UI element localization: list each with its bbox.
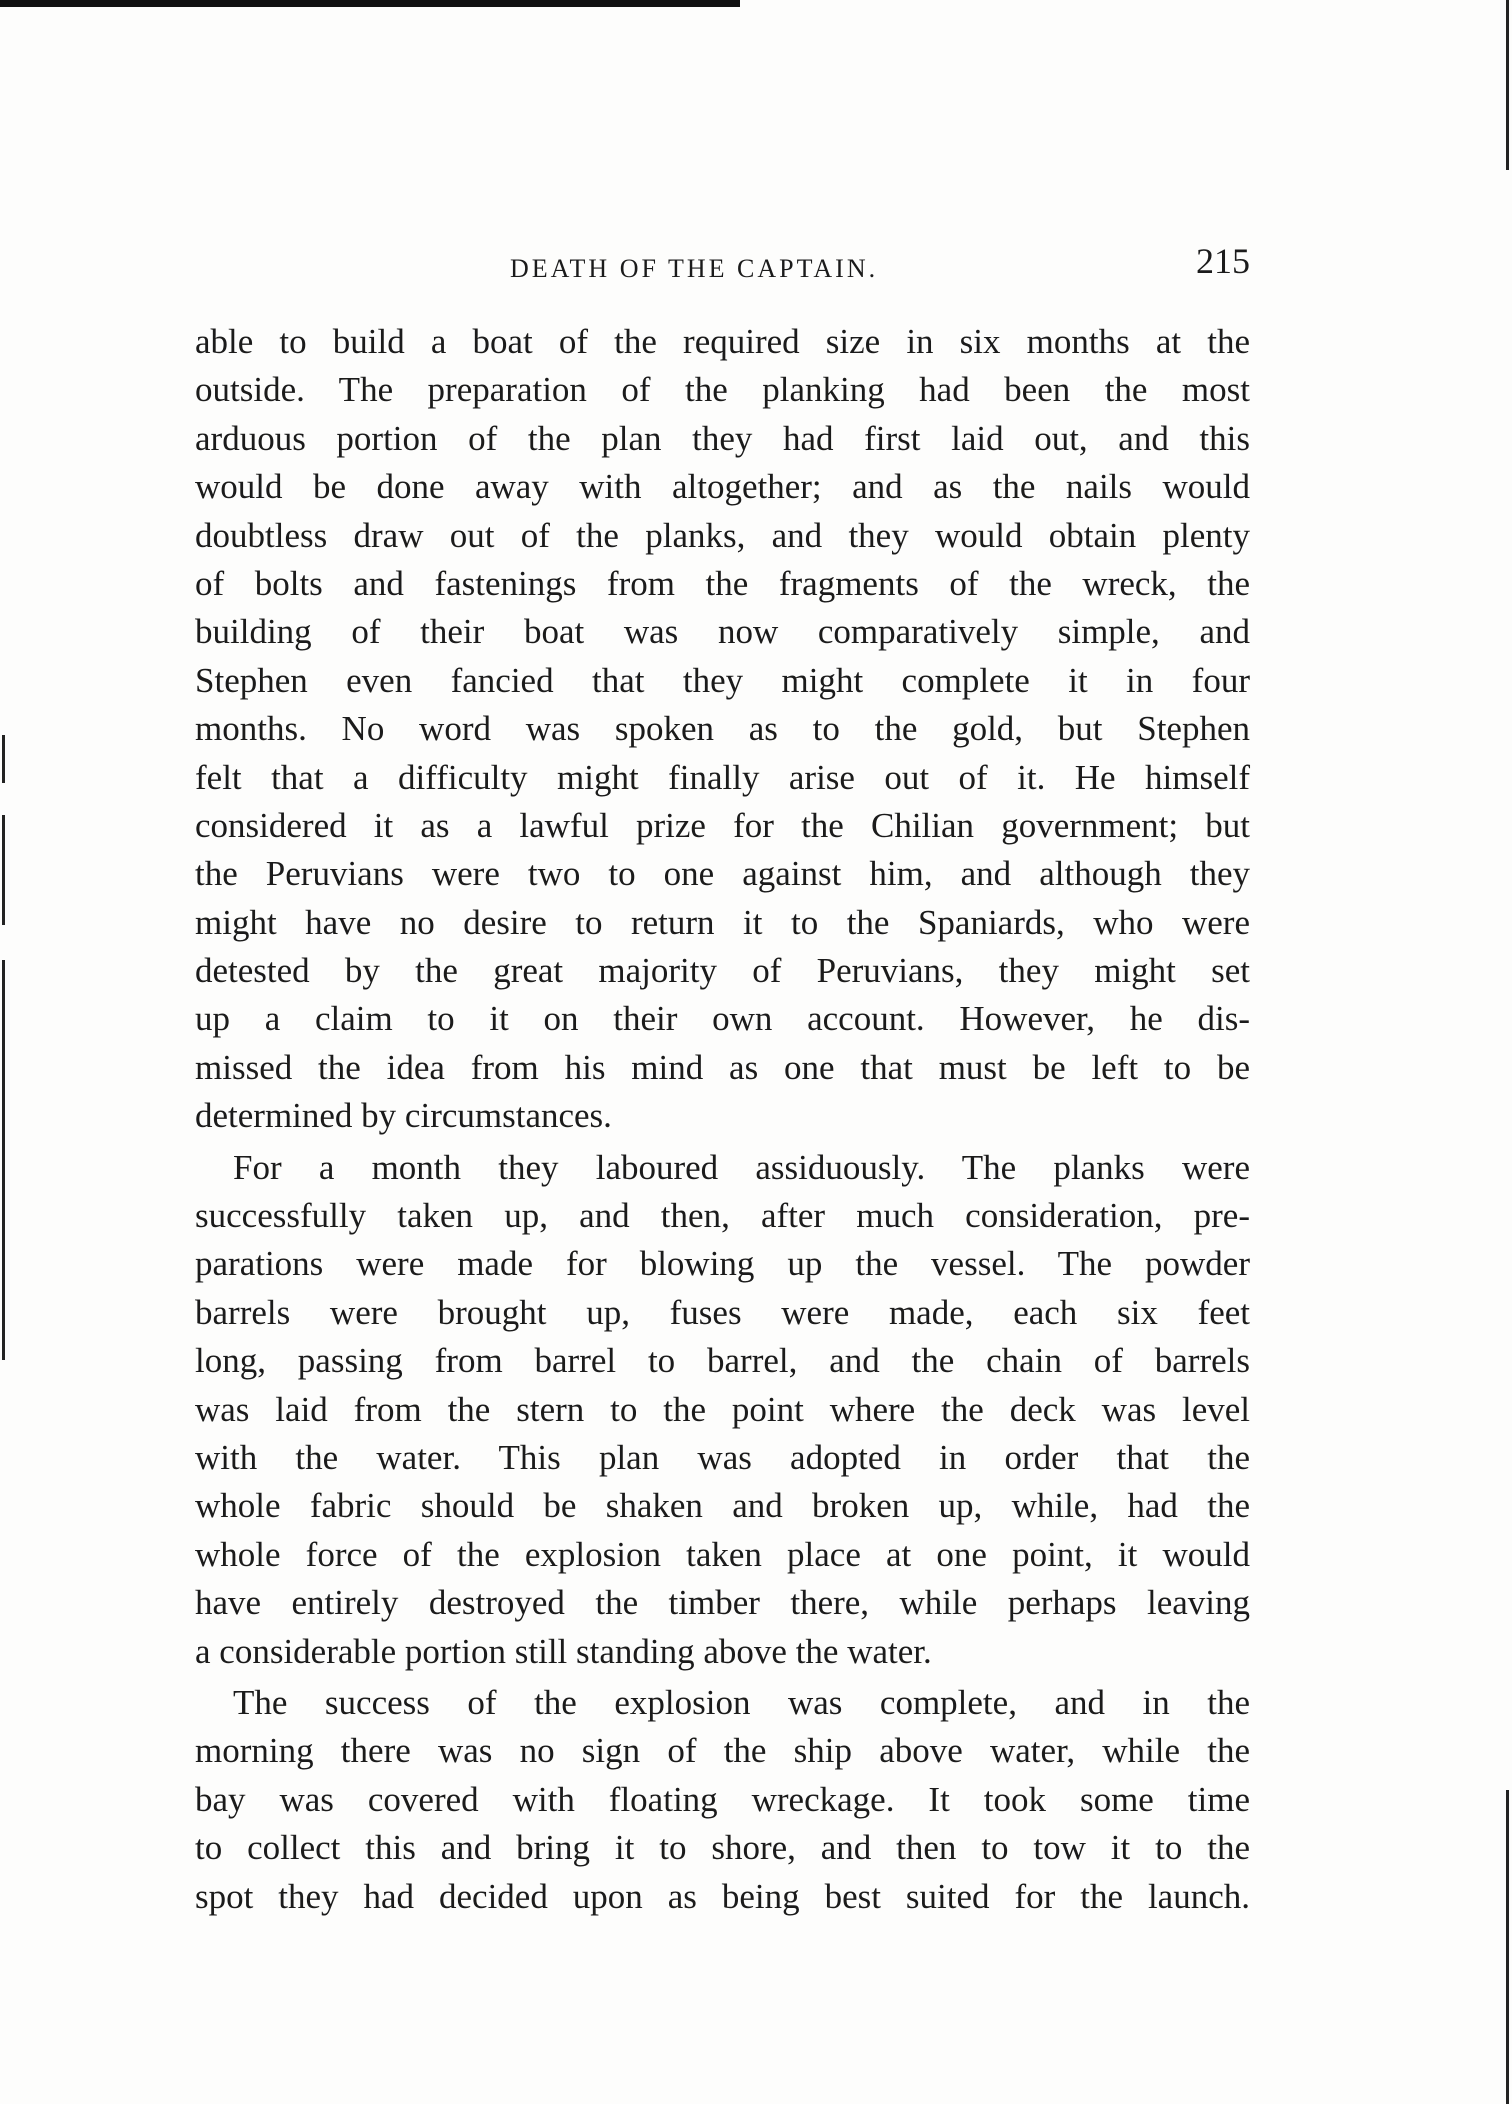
scan-left-edge-mark [2, 815, 5, 925]
scan-right-edge-mark [1506, 0, 1509, 170]
text-line: Stephen even fancied that they might complete it in four [195, 660, 1250, 700]
text-line: up a claim to it on their own account. However, he dis- [195, 999, 1250, 1039]
text-line: the Peruvians were two to one against him, and although they [195, 854, 1250, 894]
text-line: might have no desire to return it to the Spaniards, who were [195, 902, 1250, 942]
paragraph [195, 318, 1250, 1141]
text-line: would be done away with altogether; and as the nails would [195, 467, 1250, 507]
paragraph [195, 1144, 1250, 1676]
page-number: 215 [1196, 241, 1250, 281]
text-line: For a month they laboured assiduously. The planks were [233, 1147, 1250, 1187]
text-line: a considerable portion still standing above the water. [195, 1631, 932, 1671]
text-line: bay was covered with floating wreckage. It took some time [195, 1779, 1250, 1819]
running-title: DEATH OF THE CAPTAIN. [510, 254, 879, 283]
paragraph [195, 1679, 1250, 1921]
text-line: whole force of the explosion taken place at one point, it would [195, 1534, 1250, 1574]
text-line: successfully taken up, and then, after much consideration, pre- [195, 1196, 1250, 1236]
text-line: arduous portion of the plan they had first laid out, and this [195, 418, 1250, 458]
text-line: outside. The preparation of the planking had been the most [195, 370, 1250, 410]
text-line: parations were made for blowing up the vessel. The powder [195, 1244, 1250, 1284]
text-line: considered it as a lawful prize for the Chilian government; but [195, 805, 1250, 845]
text-line: morning there was no sign of the ship above water, while the [195, 1731, 1250, 1771]
scan-left-edge-mark [2, 735, 5, 783]
text-line: months. No word was spoken as to the gold, but Stephen [195, 709, 1250, 749]
text-line: of bolts and fastenings from the fragments of the wreck, the [195, 563, 1250, 603]
body-text [195, 318, 1250, 1921]
text-line: doubtless draw out of the planks, and they would obtain plenty [195, 515, 1250, 555]
text-line: felt that a difficulty might finally arise out of it. He himself [195, 757, 1250, 797]
text-line: whole fabric should be shaken and broken up, while, had the [195, 1486, 1250, 1526]
text-line: have entirely destroyed the timber there, while perhaps leaving [195, 1583, 1250, 1623]
text-line: spot they had decided upon as being best suited for the launch. [195, 1876, 1250, 1916]
text-line: building of their boat was now comparatively simple, and [195, 612, 1250, 652]
text-line: missed the idea from his mind as one that must be left to be [195, 1047, 1250, 1087]
text-line: with the water. This plan was adopted in order that the [195, 1437, 1250, 1477]
text-line: able to build a boat of the required size in six months at the [195, 322, 1250, 361]
text-line: long, passing from barrel to barrel, and the chain of barrels [195, 1341, 1250, 1381]
scan-top-rule [0, 0, 740, 7]
scan-right-edge-mark [1506, 1790, 1509, 2104]
text-line: to collect this and bring it to shore, and then to tow it to the [195, 1828, 1250, 1868]
text-line: barrels were brought up, fuses were made, each six feet [195, 1292, 1250, 1332]
scan-left-edge-mark [2, 960, 5, 1360]
running-head [195, 236, 1250, 296]
text-line: The success of the explosion was complete, and in the [233, 1682, 1250, 1722]
text-line: detested by the great majority of Peruvians, they might set [195, 951, 1250, 991]
text-line: determined by circumstances. [195, 1096, 612, 1136]
text-line: was laid from the stern to the point where the deck was level [195, 1389, 1250, 1429]
